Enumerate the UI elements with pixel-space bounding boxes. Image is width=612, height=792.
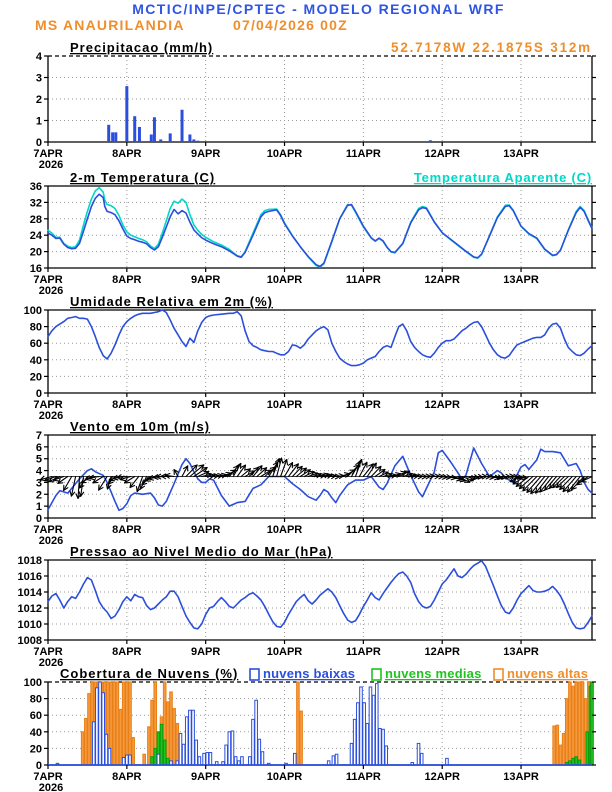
svg-text:10APR: 10APR [266,148,303,160]
svg-text:1016: 1016 [17,571,42,583]
axis-labels [24,305,596,419]
series [48,188,592,268]
legend-temperatura-aparente: Temperatura Aparente (C) [413,170,592,185]
svg-text:1012: 1012 [17,603,42,615]
location-coords: 52.7178W 22.1875S 312m [391,40,592,55]
svg-text:0: 0 [35,760,42,772]
svg-text:12APR: 12APR [424,524,460,536]
svg-text:10APR: 10APR [266,771,303,783]
precipitation-chart [0,40,612,170]
meteogram-panels [0,40,612,791]
temperature-chart [0,170,612,294]
svg-text:7APR: 7APR [33,771,63,783]
svg-text:1: 1 [35,115,42,128]
svg-text:8APR: 8APR [112,524,142,536]
svg-text:3: 3 [35,477,42,490]
svg-text:1008: 1008 [17,635,42,647]
model-title: MCTIC/INPE/CPTEC - MODELO REGIONAL WRF [132,1,505,17]
bars [107,86,432,142]
svg-text:60: 60 [29,710,42,723]
svg-text:1010: 1010 [17,619,42,631]
svg-text:2: 2 [35,489,42,502]
svg-text:20: 20 [29,743,42,756]
station-name: MS ANAURILANDIA [35,17,185,33]
svg-text:2026: 2026 [38,285,64,294]
series [48,310,592,366]
svg-text:12APR: 12APR [424,771,460,783]
svg-text:7APR: 7APR [33,148,63,160]
svg-text:60: 60 [29,338,42,351]
series [48,561,592,629]
svg-text:4: 4 [35,465,42,478]
svg-text:13APR: 13APR [503,646,539,658]
grid-lines [48,56,592,142]
axis-labels [18,555,596,666]
svg-text:12APR: 12APR [424,399,460,411]
svg-text:3: 3 [35,72,42,85]
humidity-chart [0,294,612,419]
legend-nuvens-baixas: nuvens baixas [263,666,356,681]
svg-text:12APR: 12APR [424,646,460,658]
panel-title-temperature: 2-m Temperatura (C) [70,170,216,185]
svg-text:100: 100 [23,305,42,317]
svg-text:7APR: 7APR [33,646,63,658]
legend-swatch-nuvens-baixas-icon [250,669,259,680]
panel-title-wind: Vento em 10m (m/s) [70,419,211,434]
svg-text:0: 0 [35,137,42,149]
legend-swatch-nuvens-medias-icon [372,669,381,680]
legend-nuvens-medias: nuvens medias [385,666,482,681]
plot-frame [48,186,592,268]
svg-text:11APR: 11APR [345,274,381,286]
svg-text:4: 4 [35,51,42,63]
svg-text:2026: 2026 [38,159,64,170]
svg-text:8APR: 8APR [112,274,142,286]
panel-title-precipitation: Precipitacao (mm/h) [70,40,214,55]
svg-text:0: 0 [35,513,42,525]
svg-text:10APR: 10APR [266,646,303,658]
svg-text:11APR: 11APR [345,646,381,658]
axis-labels [30,181,596,294]
svg-text:11APR: 11APR [345,771,381,783]
svg-text:8APR: 8APR [112,771,142,783]
axis-labels [33,51,596,170]
svg-text:8APR: 8APR [112,646,142,658]
svg-text:7: 7 [35,430,42,442]
svg-text:13APR: 13APR [503,148,539,160]
svg-text:9APR: 9APR [191,524,221,536]
svg-text:7APR: 7APR [33,399,63,411]
wind-chart [0,419,612,544]
panel-title-pressure: Pressao ao Nivel Medio do Mar (hPa) [70,544,333,559]
svg-text:24: 24 [29,230,42,243]
svg-text:36: 36 [29,181,42,193]
svg-text:13APR: 13APR [503,399,539,411]
svg-text:2026: 2026 [38,782,64,791]
cloud-cover-chart [0,666,612,791]
grid-lines [48,186,592,268]
svg-text:9APR: 9APR [191,646,221,658]
legend-swatch-nuvens-altas-icon [494,669,503,680]
legend-nuvens-altas: nuvens altas [507,666,589,681]
svg-text:10APR: 10APR [266,274,303,286]
svg-text:32: 32 [29,197,42,210]
run-datetime: 07/04/2026 00Z [233,17,348,33]
svg-text:1018: 1018 [17,555,42,567]
svg-text:0: 0 [35,388,42,400]
svg-text:16: 16 [29,263,42,275]
svg-text:10APR: 10APR [266,399,303,411]
svg-text:80: 80 [29,321,42,334]
grid-lines [48,310,592,393]
svg-text:5: 5 [35,453,42,466]
svg-text:10APR: 10APR [266,524,303,536]
svg-text:11APR: 11APR [345,524,381,536]
svg-text:12APR: 12APR [424,274,460,286]
svg-text:9APR: 9APR [191,771,221,783]
svg-text:8APR: 8APR [112,399,142,411]
header [0,0,612,40]
svg-text:2026: 2026 [38,535,64,544]
svg-text:11APR: 11APR [345,148,381,160]
svg-text:13APR: 13APR [503,771,539,783]
svg-text:9APR: 9APR [191,399,221,411]
svg-text:9APR: 9APR [191,274,221,286]
bars [56,682,593,765]
svg-text:2026: 2026 [38,410,64,419]
wind-barbs [40,458,592,498]
svg-text:11APR: 11APR [345,399,381,411]
svg-text:7APR: 7APR [33,274,63,286]
svg-text:8APR: 8APR [112,148,142,160]
svg-text:2026: 2026 [38,657,64,666]
svg-text:40: 40 [29,726,42,739]
svg-text:100: 100 [23,677,42,689]
svg-text:80: 80 [29,693,42,706]
svg-text:40: 40 [29,354,42,367]
svg-text:28: 28 [29,213,42,226]
svg-text:12APR: 12APR [424,148,460,160]
pressure-chart [0,544,612,666]
svg-text:1014: 1014 [17,587,42,599]
svg-text:1: 1 [35,501,42,514]
axis-labels [33,430,596,544]
svg-text:13APR: 13APR [503,274,539,286]
panel-title-cloud-cover: Cobertura de Nuvens (%) [60,666,239,681]
plot-frame [48,310,592,393]
svg-text:13APR: 13APR [503,524,539,536]
svg-text:7APR: 7APR [33,524,63,536]
panel-title-humidity: Umidade Relativa em 2m (%) [70,294,274,309]
svg-text:20: 20 [29,246,42,259]
svg-text:2: 2 [35,94,42,106]
svg-text:9APR: 9APR [191,148,221,160]
svg-text:6: 6 [35,441,42,454]
svg-text:20: 20 [29,371,42,384]
